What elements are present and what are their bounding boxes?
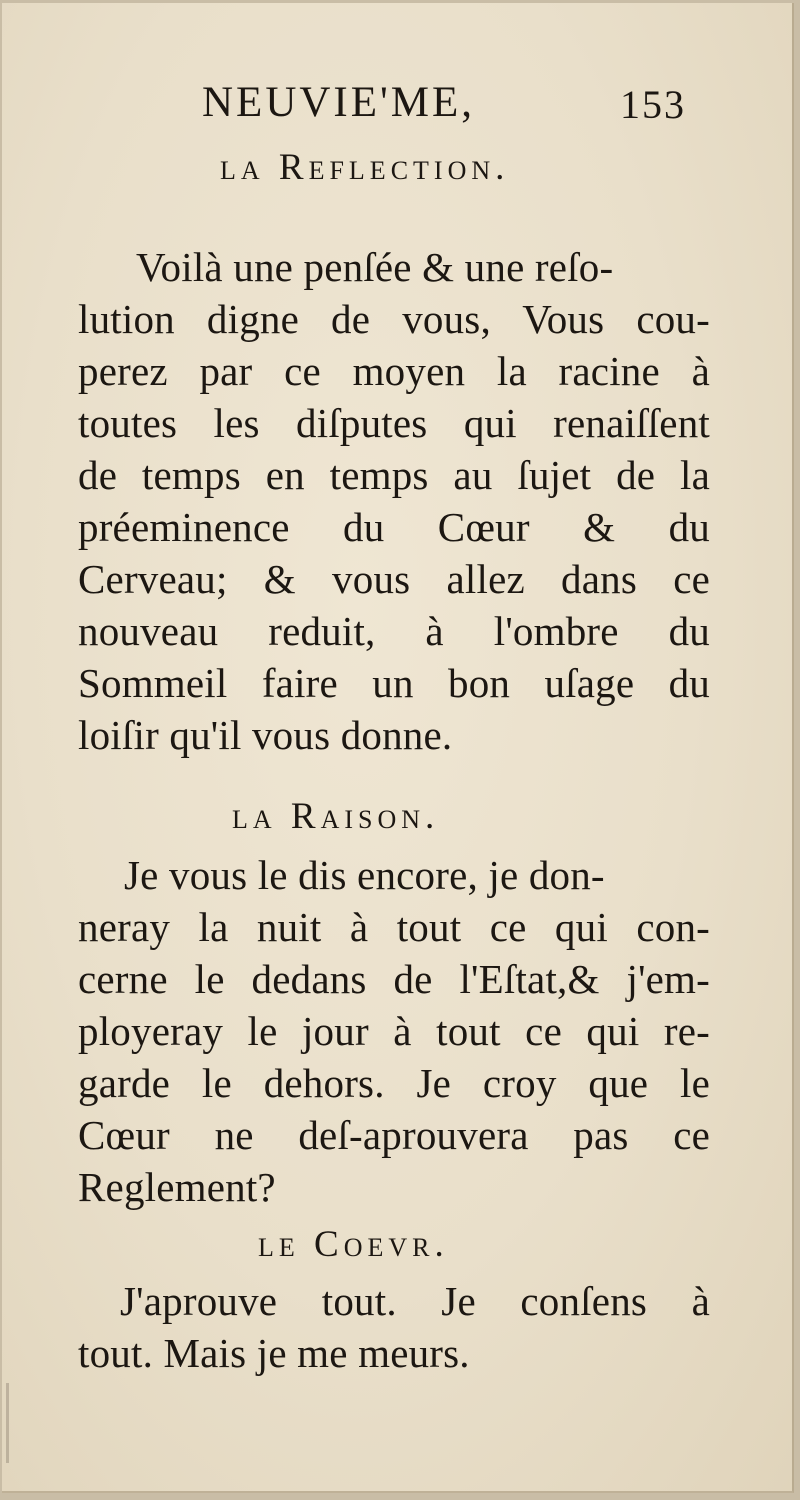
page-number: 153 <box>620 82 686 127</box>
text-line: perez par ce moyen la racine à <box>78 348 710 394</box>
text-line: lution digne de vous, Vous cou- <box>78 296 710 342</box>
text-line: de temps en temps au ſujet de la <box>78 452 710 498</box>
text-line: préeminence du Cœur & du <box>78 504 710 550</box>
speaker-heading-raison: la Raison. <box>232 796 440 837</box>
text-line: ployeray le jour à tout ce qui re- <box>78 1008 710 1054</box>
text-line: garde le dehors. Je croy que le <box>78 1060 710 1106</box>
text-line: Cerveau; & vous allez dans ce <box>78 556 710 602</box>
text-line: J'aprouve tout. Je conſens à <box>120 1278 710 1324</box>
speaker-heading-reflection: la Reflection. <box>220 147 510 188</box>
text-line: Reglement? <box>78 1164 276 1210</box>
text-line: Voilà une penſée & une reſo- <box>136 244 614 290</box>
text-line: nouveau reduit, à l'ombre du <box>78 608 710 654</box>
book-page <box>2 3 794 1493</box>
text-line: Sommeil faire un bon uſage du <box>78 660 710 706</box>
text-line: Cœur ne deſ-aprouvera pas ce <box>78 1112 710 1158</box>
speaker-heading-coeur: le Coevr. <box>258 1224 449 1265</box>
running-title: NEUVIE'ME, <box>202 79 476 126</box>
text-line: toutes les diſputes qui renaiſſent <box>78 400 710 446</box>
margin-mark <box>6 1383 69 1463</box>
text-line: tout. Mais je me meurs. <box>78 1330 470 1376</box>
text-line: neray la nuit à tout ce qui con- <box>78 904 710 950</box>
text-line: cerne le dedans de l'Eſtat,& j'em- <box>78 956 710 1002</box>
text-line: Je vous le dis encore, je don- <box>124 852 605 898</box>
text-line: loiſir qu'il vous donne. <box>78 712 453 758</box>
